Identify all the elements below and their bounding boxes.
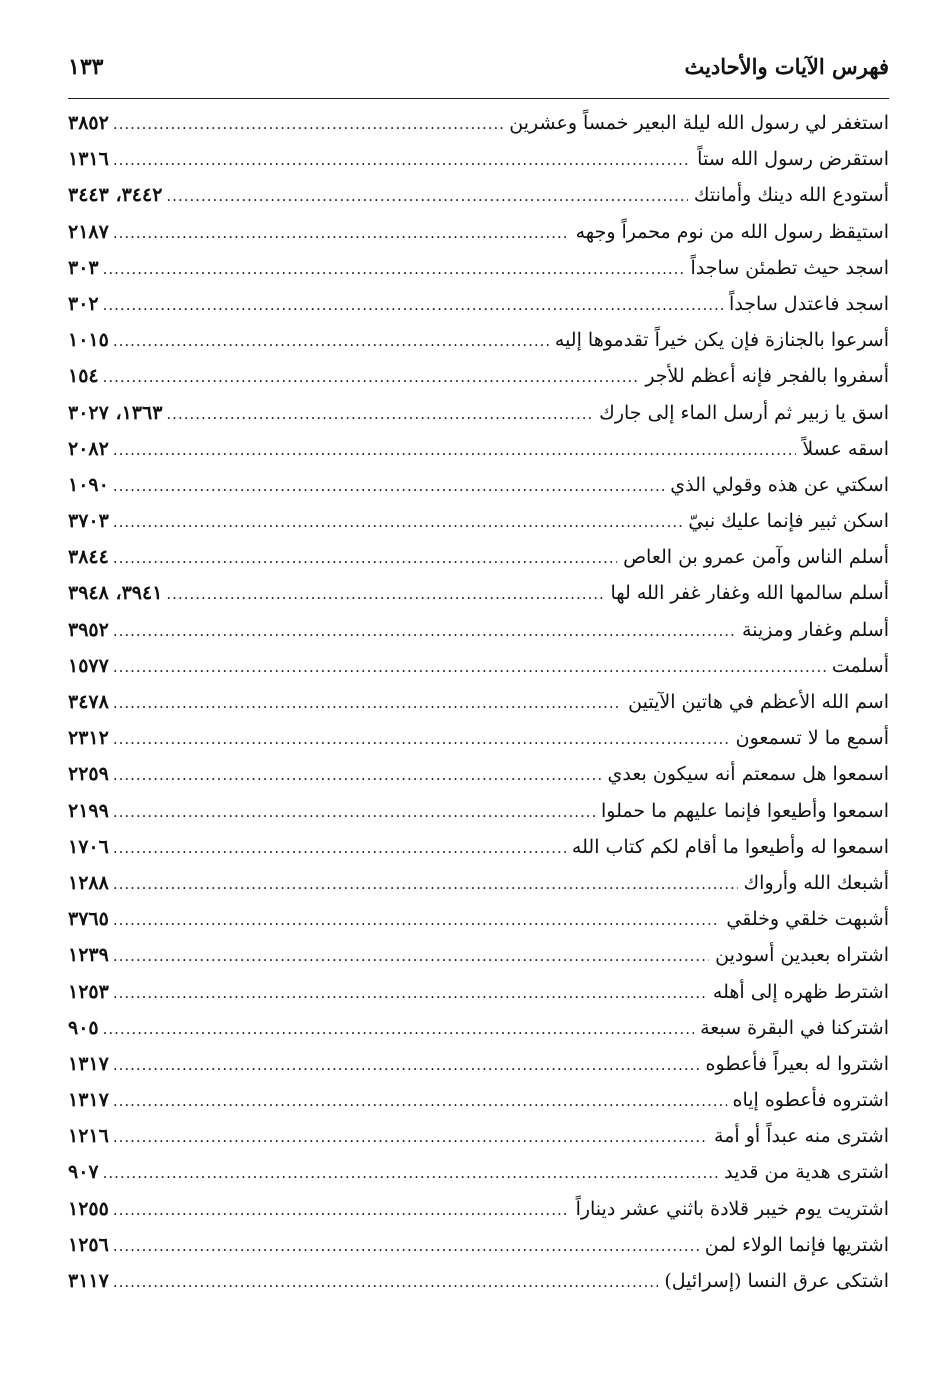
- entry-reference-number: ١٣٦٣، ٣٠٢٧: [68, 401, 163, 424]
- entry-text: اشتكى عرق النسا (إسرائيل): [664, 1270, 889, 1292]
- entry-reference-number: ١٣١٦: [68, 148, 109, 171]
- entry-reference-number: ٣٤٧٨: [68, 691, 109, 713]
- entry-text: اشترى منه عبداً أو أمة: [714, 1125, 889, 1148]
- entry-text: اسمعوا هل سمعتم أنه سيكون بعدي: [607, 763, 889, 786]
- entry-text: أسرعوا بالجنازة فإن يكن خيراً تقدموها إليه: [554, 329, 889, 352]
- entry-reference-number: ٩٠٥: [68, 1016, 99, 1039]
- page-header: [68, 54, 889, 99]
- dot-leader: [113, 224, 570, 242]
- entry-reference-number: ١٢٣٩: [68, 944, 109, 967]
- dot-leader: [103, 1164, 719, 1182]
- dot-leader: [113, 1201, 570, 1219]
- entry-reference-number: ٣١١٧: [68, 1270, 109, 1292]
- page-title: فهرس الآيات والأحاديث: [684, 54, 889, 79]
- entry-text: اسكتي عن هذه وقولي الذي: [670, 473, 889, 496]
- dot-leader: [103, 296, 723, 314]
- entry-text: اشتركنا في البقرة سبعة: [700, 1016, 889, 1039]
- index-entry: [68, 944, 889, 980]
- entry-reference-number: ١٠٩٠: [68, 473, 109, 496]
- index-entry: [68, 1053, 889, 1089]
- entry-text: اسجد فاعتدل ساجداً: [729, 292, 889, 315]
- dot-leader: [113, 1273, 658, 1291]
- dot-leader: [113, 658, 826, 676]
- entry-text: أسلم وغفار ومزينة: [742, 618, 889, 641]
- entry-text: استغفر لي رسول الله ليلة البعير خمساً وعشرين: [509, 112, 889, 134]
- entry-text: استقرض رسول الله ستاً: [697, 148, 889, 171]
- entry-text: أسمع ما لا تسمعون: [735, 727, 889, 750]
- page-number: ١٣٣: [68, 54, 104, 80]
- dot-leader: [113, 513, 682, 531]
- index-entry: [68, 872, 889, 908]
- index-entry: [68, 691, 889, 727]
- index-entry: [68, 908, 889, 944]
- index-page: [68, 54, 889, 1306]
- entry-text: اسجد حيث تطمئن ساجداً: [690, 256, 889, 279]
- dot-leader: [113, 875, 738, 893]
- entry-reference-number: ٣٠٢: [68, 292, 99, 315]
- dot-leader: [113, 1237, 699, 1255]
- entry-reference-number: ١٥٧٧: [68, 654, 109, 677]
- dot-leader: [166, 187, 687, 205]
- entry-reference-number: ١٢٥٣: [68, 980, 109, 1003]
- index-entry: [68, 148, 889, 184]
- dot-leader: [113, 622, 736, 640]
- entry-text: استيقظ رسول الله من نوم محمراً وجهه: [575, 220, 889, 243]
- index-entry: [68, 1161, 889, 1197]
- entry-text: اسقه عسلاً: [802, 437, 889, 460]
- index-entry: [68, 112, 889, 148]
- entry-reference-number: ٣٨٥٢: [68, 112, 109, 134]
- entry-reference-number: ٢١٩٩: [68, 799, 109, 822]
- dot-leader: [103, 1020, 694, 1038]
- index-entry: [68, 1198, 889, 1234]
- index-entry: [68, 221, 889, 257]
- index-entry: [68, 619, 889, 655]
- index-entry: [68, 1089, 889, 1125]
- index-entry: [68, 184, 889, 220]
- entry-reference-number: ٣٩٥٢: [68, 618, 109, 641]
- dot-leader: [113, 730, 730, 748]
- entry-reference-number: ١٢١٦: [68, 1125, 109, 1148]
- entry-text: اسق يا زبير ثم أرسل الماء إلى جارك: [599, 401, 889, 424]
- dot-leader: [166, 405, 593, 423]
- dot-leader: [103, 368, 640, 386]
- entry-reference-number: ١٧٠٦: [68, 835, 109, 858]
- entry-reference-number: ٣٤٤٢، ٣٤٤٣: [68, 184, 163, 207]
- entry-text: اشتريها فإنما الولاء لمن: [704, 1233, 889, 1256]
- index-entry: [68, 655, 889, 691]
- entry-reference-number: ٢٢٥٩: [68, 763, 109, 786]
- entry-text: أسفروا بالفجر فإنه أعظم للأجر: [645, 365, 889, 388]
- entry-reference-number: ١٢٥٦: [68, 1233, 109, 1256]
- dot-leader: [113, 1056, 700, 1074]
- entry-reference-number: ١٣١٧: [68, 1052, 109, 1075]
- index-entry: [68, 329, 889, 365]
- entry-text: أشبعك الله وأرواك: [743, 871, 889, 894]
- dot-leader: [113, 766, 602, 784]
- dot-leader: [113, 115, 503, 133]
- dot-leader: [113, 477, 664, 495]
- entry-text: اسمعوا وأطيعوا فإنما عليهم ما حملوا: [601, 799, 889, 822]
- entry-text: اشترط ظهره إلى أهله: [712, 980, 889, 1003]
- dot-leader: [113, 1128, 708, 1146]
- dot-leader: [113, 803, 595, 821]
- index-entry: [68, 836, 889, 872]
- entry-text: أسلم سالمها الله وغفار غفر الله لها: [610, 582, 889, 605]
- entry-reference-number: ١٠١٥: [68, 329, 109, 352]
- index-entry: [68, 365, 889, 401]
- entry-reference-number: ٩٠٧: [68, 1161, 99, 1184]
- entry-reference-number: ٢١٨٧: [68, 220, 109, 243]
- index-entry: [68, 1270, 889, 1306]
- entry-reference-number: ٣٧٦٥: [68, 908, 109, 931]
- entry-text: أسلمت: [831, 654, 889, 677]
- index-entry: [68, 981, 889, 1017]
- index-entry: [68, 293, 889, 329]
- index-entry: [68, 257, 889, 293]
- index-entry: [68, 763, 889, 799]
- entry-text: اسكن ثبير فإنما عليك نبيّ: [688, 510, 889, 533]
- entry-text: اشتريت يوم خيبر قلادة باثني عشر ديناراً: [575, 1197, 889, 1220]
- entry-reference-number: ١٢٨٨: [68, 871, 109, 894]
- entry-reference-number: ١٢٥٥: [68, 1197, 109, 1220]
- index-entry: [68, 582, 889, 618]
- index-entry: [68, 1234, 889, 1270]
- entry-text: أسلم الناس وآمن عمرو بن العاص: [623, 546, 889, 569]
- index-entry: [68, 510, 889, 546]
- dot-leader: [103, 260, 685, 278]
- dot-leader: [166, 585, 604, 603]
- index-entry: [68, 1125, 889, 1161]
- index-entries: [68, 112, 889, 1306]
- dot-leader: [113, 1092, 727, 1110]
- entry-reference-number: ٣٧٠٣: [68, 510, 109, 533]
- entry-text: اشتروه فأعطوه إياه: [732, 1089, 889, 1112]
- entry-text: اسم الله الأعظم في هاتين الآيتين: [628, 691, 889, 713]
- dot-leader: [113, 839, 566, 857]
- entry-reference-number: ١٥٤: [68, 365, 99, 388]
- index-entry: [68, 1017, 889, 1053]
- entry-text: أستودع الله دينك وأمانتك: [693, 184, 889, 207]
- dot-leader: [113, 694, 622, 712]
- entry-reference-number: ٣٩٤١، ٣٩٤٨: [68, 582, 163, 605]
- entry-text: أشبهت خلقي وخلقي: [726, 908, 889, 931]
- entry-text: اشتراه بعبدين أسودين: [715, 944, 889, 967]
- dot-leader: [113, 151, 691, 169]
- entry-reference-number: ٣٠٣: [68, 256, 99, 279]
- entry-text: اشتروا له بعيراً فأعطوه: [705, 1052, 889, 1075]
- dot-leader: [113, 984, 707, 1002]
- index-entry: [68, 800, 889, 836]
- dot-leader: [113, 549, 617, 567]
- dot-leader: [113, 947, 709, 965]
- entry-reference-number: ٢٣١٢: [68, 727, 109, 750]
- index-entry: [68, 402, 889, 438]
- dot-leader: [113, 441, 797, 459]
- entry-reference-number: ٣٨٤٤: [68, 546, 109, 569]
- dot-leader: [113, 332, 549, 350]
- entry-reference-number: ١٣١٧: [68, 1089, 109, 1112]
- index-entry: [68, 438, 889, 474]
- dot-leader: [113, 911, 721, 929]
- index-entry: [68, 474, 889, 510]
- entry-text: اسمعوا له وأطيعوا ما أقام لكم كتاب الله: [571, 835, 889, 858]
- index-entry: [68, 546, 889, 582]
- index-entry: [68, 727, 889, 763]
- entry-text: اشترى هدية من قديد: [724, 1161, 889, 1184]
- entry-reference-number: ٢٠٨٢: [68, 437, 109, 460]
